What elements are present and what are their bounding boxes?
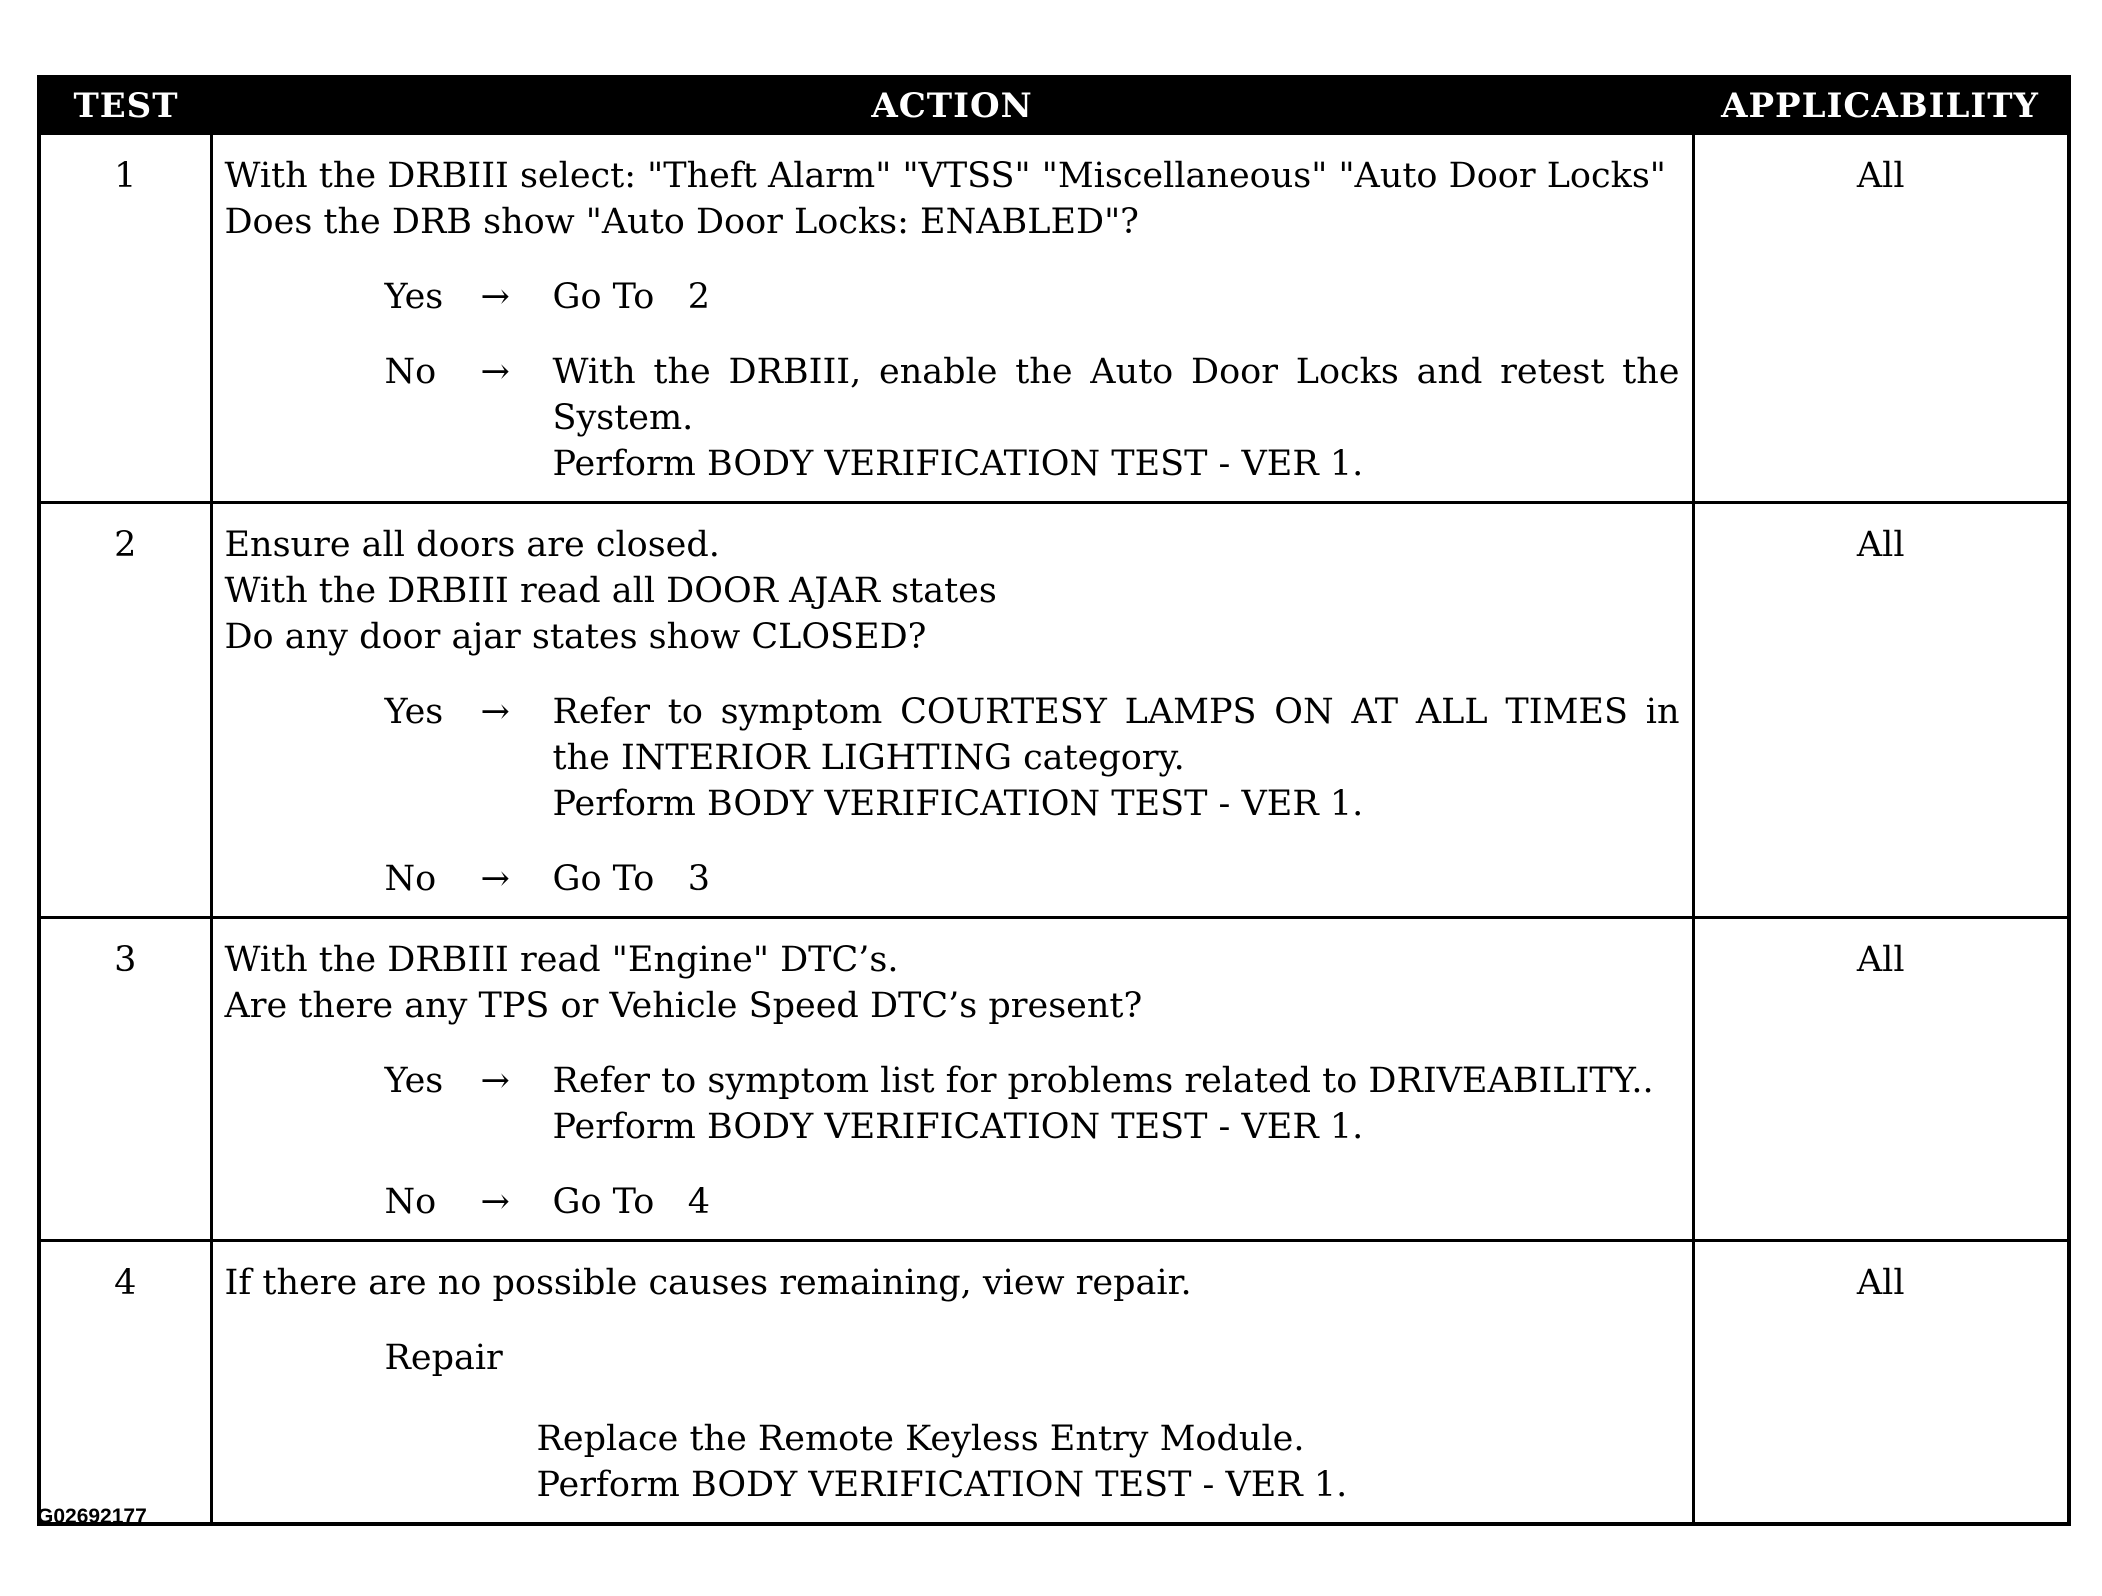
applicability-value: All <box>1693 134 2069 503</box>
header-applicability: APPLICABILITY <box>1693 77 2069 134</box>
test-number: 2 <box>39 503 211 918</box>
question-line: With the DRBIII read all DOOR AJAR states <box>224 571 997 611</box>
arrow-icon: → <box>480 1182 510 1222</box>
repair-label: Repair <box>384 1338 503 1378</box>
action-cell <box>211 134 1693 503</box>
header-test: TEST <box>39 77 211 134</box>
response-text <box>553 689 1680 827</box>
table-header-row <box>39 77 2069 134</box>
response-yes <box>385 274 1680 320</box>
header-action: ACTION <box>211 77 1693 134</box>
response-text <box>553 856 1680 902</box>
response-line: Refer to symptom COURTESY LAMPS ON AT ALL TIMES in the INTERIOR LIGHTING category. <box>552 692 1680 778</box>
response-line: Perform BODY VERIFICATION TEST - VER 1. <box>552 444 1364 484</box>
response-text <box>553 1058 1680 1150</box>
applicability-value: All <box>1693 1241 2069 1525</box>
test-number: 4 <box>39 1241 211 1525</box>
arrow-icon: → <box>480 859 510 899</box>
answer-label: No <box>384 859 437 899</box>
question-line: With the DRBIII select: "Theft Alarm" "VTSS" "Miscellaneous" "Auto Door Locks" <box>224 156 1666 196</box>
response-text <box>553 349 1680 487</box>
question-line: Ensure all doors are closed. <box>224 525 720 565</box>
response-yes <box>385 1058 1680 1150</box>
response-yes <box>385 689 1680 827</box>
answer-label: No <box>384 352 437 392</box>
response-line: Perform BODY VERIFICATION TEST - VER 1. <box>552 784 1364 824</box>
response-text <box>553 274 1680 320</box>
response-line: Perform BODY VERIFICATION TEST - VER 1. <box>552 1107 1364 1147</box>
action-cell <box>211 1241 1693 1525</box>
arrow-icon: → <box>480 692 510 732</box>
arrow-icon: → <box>480 277 510 317</box>
response-line: Go To 3 <box>552 859 710 899</box>
table-row <box>39 918 2069 1241</box>
answer-label: Yes <box>384 692 444 732</box>
figure-id: G02692177 <box>37 1505 147 1528</box>
action-cell <box>211 503 1693 918</box>
question-line: If there are no possible causes remaining, view repair. <box>224 1263 1192 1303</box>
test-number: 3 <box>39 918 211 1241</box>
arrow-icon: → <box>480 352 510 392</box>
test-number: 1 <box>39 134 211 503</box>
repair-line: Replace the Remote Keyless Entry Module. <box>536 1419 1305 1459</box>
response-line: Go To 2 <box>552 277 710 317</box>
response-no <box>385 349 1680 487</box>
question-line: Does the DRB show "Auto Door Locks: ENABLED"? <box>224 202 1139 242</box>
response-no <box>385 856 1680 902</box>
table-row <box>39 134 2069 503</box>
response-text <box>553 1179 1680 1225</box>
table-row <box>39 503 2069 918</box>
question-line: Do any door ajar states show CLOSED? <box>224 617 927 657</box>
question-line: Are there any TPS or Vehicle Speed DTC’s present? <box>224 986 1143 1026</box>
answer-label: No <box>384 1182 437 1222</box>
response-line: With the DRBIII, enable the Auto Door Locks and retest the System. <box>552 352 1680 438</box>
response-line: Refer to symptom list for problems related to DRIVEABILITY.. <box>552 1061 1654 1101</box>
applicability-value: All <box>1693 918 2069 1241</box>
repair-line: Perform BODY VERIFICATION TEST - VER 1. <box>536 1465 1348 1505</box>
arrow-icon: → <box>480 1061 510 1101</box>
answer-label: Yes <box>384 277 444 317</box>
response-no <box>385 1179 1680 1225</box>
table-row <box>39 1241 2069 1525</box>
answer-label: Yes <box>384 1061 444 1101</box>
response-line: Go To 4 <box>552 1182 710 1222</box>
diagnostic-test-table <box>37 75 2071 1526</box>
action-cell <box>211 918 1693 1241</box>
question-line: With the DRBIII read "Engine" DTC’s. <box>224 940 899 980</box>
applicability-value: All <box>1693 503 2069 918</box>
